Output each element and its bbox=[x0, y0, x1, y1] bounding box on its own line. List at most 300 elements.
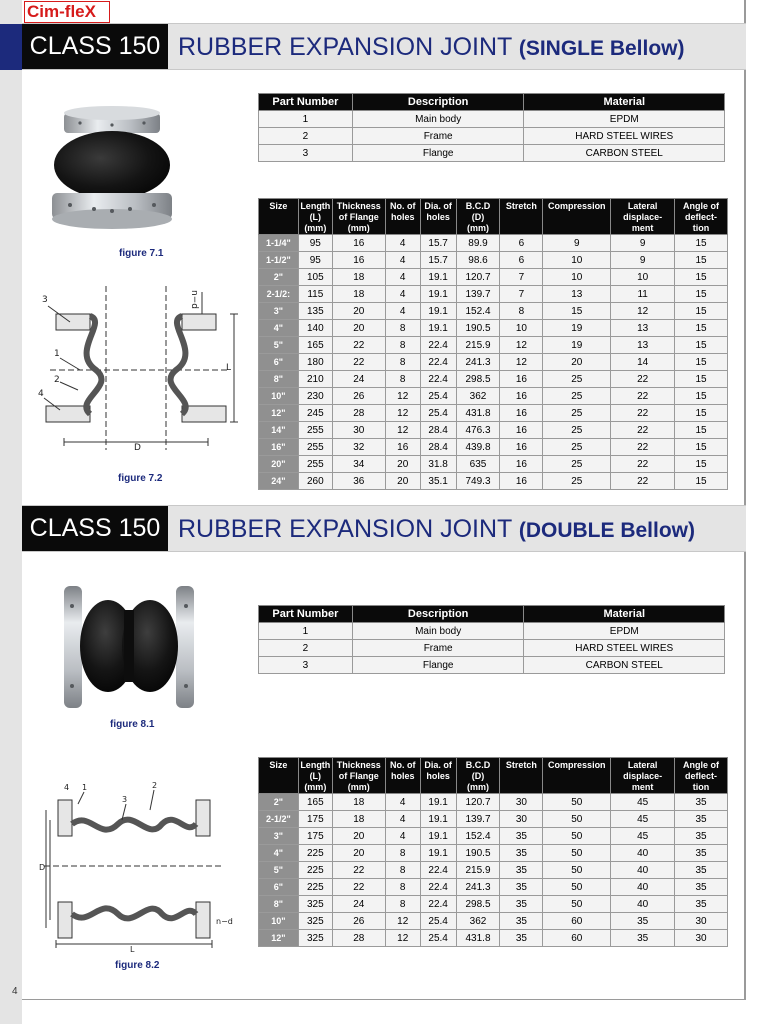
value-cell: 476.3 bbox=[456, 422, 500, 439]
value-cell: 255 bbox=[298, 456, 332, 473]
value-cell: 28.4 bbox=[420, 439, 456, 456]
value-cell: 40 bbox=[611, 896, 675, 913]
cell: 1 bbox=[259, 623, 353, 640]
spec-column-header: No. of holes bbox=[385, 199, 420, 235]
size-cell: 3" bbox=[259, 303, 299, 320]
value-cell: 25 bbox=[543, 371, 611, 388]
table-row bbox=[259, 128, 725, 145]
value-cell: 15 bbox=[675, 320, 728, 337]
size-cell: 2-1/2" bbox=[259, 811, 299, 828]
value-cell: 30 bbox=[500, 811, 543, 828]
value-cell: 135 bbox=[298, 303, 332, 320]
value-cell: 8 bbox=[385, 845, 420, 862]
cell: HARD STEEL WIRES bbox=[524, 640, 725, 657]
size-cell: 1-1/4" bbox=[259, 235, 299, 252]
value-cell: 16 bbox=[500, 405, 543, 422]
value-cell: 165 bbox=[298, 337, 332, 354]
value-cell: 15 bbox=[675, 337, 728, 354]
value-cell: 241.3 bbox=[456, 879, 500, 896]
table-row bbox=[259, 913, 728, 930]
cell: Frame bbox=[352, 128, 524, 145]
value-cell: 225 bbox=[298, 862, 332, 879]
value-cell: 15 bbox=[675, 235, 728, 252]
value-cell: 22.4 bbox=[420, 879, 456, 896]
size-cell: 20" bbox=[259, 456, 299, 473]
value-cell: 175 bbox=[298, 828, 332, 845]
value-cell: 115 bbox=[298, 286, 332, 303]
value-cell: 19.1 bbox=[420, 794, 456, 811]
value-cell: 12 bbox=[611, 303, 675, 320]
drawing-label-length: L bbox=[130, 945, 135, 954]
value-cell: 8 bbox=[385, 320, 420, 337]
cell: 3 bbox=[259, 657, 353, 674]
value-cell: 180 bbox=[298, 354, 332, 371]
value-cell: 165 bbox=[298, 794, 332, 811]
value-cell: 50 bbox=[543, 794, 611, 811]
value-cell: 12 bbox=[385, 422, 420, 439]
size-cell: 8" bbox=[259, 896, 299, 913]
value-cell: 20 bbox=[332, 320, 385, 337]
value-cell: 35 bbox=[500, 862, 543, 879]
value-cell: 35 bbox=[675, 794, 728, 811]
value-cell: 325 bbox=[298, 930, 332, 947]
value-cell: 25 bbox=[543, 439, 611, 456]
value-cell: 22 bbox=[611, 456, 675, 473]
col-part-number: Part Number bbox=[259, 94, 353, 111]
drawing-label-bcd: D bbox=[39, 863, 46, 872]
value-cell: 19 bbox=[543, 320, 611, 337]
value-cell: 20 bbox=[385, 456, 420, 473]
drawing-label-length: L bbox=[226, 363, 232, 373]
cell: CARBON STEEL bbox=[524, 657, 725, 674]
value-cell: 20 bbox=[332, 303, 385, 320]
col-part-number: Part Number bbox=[259, 606, 353, 623]
value-cell: 22.4 bbox=[420, 337, 456, 354]
section-title-double bbox=[22, 505, 746, 552]
value-cell: 25.4 bbox=[420, 930, 456, 947]
size-cell: 12" bbox=[259, 405, 299, 422]
value-cell: 13 bbox=[611, 337, 675, 354]
cell: Flange bbox=[352, 657, 524, 674]
value-cell: 215.9 bbox=[456, 862, 500, 879]
value-cell: 12 bbox=[385, 388, 420, 405]
brand-logo: Cim-fleX bbox=[24, 1, 110, 23]
size-cell: 3" bbox=[259, 828, 299, 845]
parts-table-single bbox=[258, 93, 725, 162]
value-cell: 13 bbox=[611, 320, 675, 337]
value-cell: 190.5 bbox=[456, 845, 500, 862]
spec-column-header: Length (L) (mm) bbox=[298, 758, 332, 794]
value-cell: 22 bbox=[611, 422, 675, 439]
value-cell: 16 bbox=[500, 371, 543, 388]
cell: Main body bbox=[352, 623, 524, 640]
value-cell: 19.1 bbox=[420, 269, 456, 286]
value-cell: 35 bbox=[500, 845, 543, 862]
spec-column-header: No. of holes bbox=[385, 758, 420, 794]
heading-paren-close: ) bbox=[677, 37, 685, 60]
spec-column-header: Stretch bbox=[500, 199, 543, 235]
drawing-callout-1: 1 bbox=[54, 349, 60, 359]
value-cell: 22.4 bbox=[420, 862, 456, 879]
value-cell: 15 bbox=[675, 439, 728, 456]
value-cell: 35 bbox=[500, 896, 543, 913]
figure-caption: figure 8.1 bbox=[110, 719, 155, 730]
value-cell: 35 bbox=[500, 930, 543, 947]
value-cell: 431.8 bbox=[456, 930, 500, 947]
value-cell: 50 bbox=[543, 896, 611, 913]
single-bellow-photo bbox=[50, 105, 174, 233]
value-cell: 35 bbox=[675, 811, 728, 828]
value-cell: 140 bbox=[298, 320, 332, 337]
spec-column-header: Size bbox=[259, 199, 299, 235]
value-cell: 15.7 bbox=[420, 252, 456, 269]
cell: Flange bbox=[352, 145, 524, 162]
value-cell: 749.3 bbox=[456, 473, 500, 490]
value-cell: 255 bbox=[298, 439, 332, 456]
table-row bbox=[259, 657, 725, 674]
table-row bbox=[259, 473, 728, 490]
value-cell: 95 bbox=[298, 252, 332, 269]
value-cell: 4 bbox=[385, 235, 420, 252]
heading-text: RUBBER EXPANSION JOINT bbox=[178, 33, 512, 61]
value-cell: 15 bbox=[675, 371, 728, 388]
cell: EPDM bbox=[524, 111, 725, 128]
value-cell: 139.7 bbox=[456, 811, 500, 828]
heading-variant: SINGLE Bellow bbox=[525, 37, 678, 60]
value-cell: 19 bbox=[543, 337, 611, 354]
table-row bbox=[259, 354, 728, 371]
drawing-label-holes: n−d bbox=[216, 917, 233, 926]
value-cell: 35 bbox=[675, 845, 728, 862]
cell: 3 bbox=[259, 145, 353, 162]
table-row bbox=[259, 405, 728, 422]
value-cell: 28 bbox=[332, 930, 385, 947]
table-row bbox=[259, 879, 728, 896]
value-cell: 35 bbox=[675, 862, 728, 879]
value-cell: 19.1 bbox=[420, 286, 456, 303]
spec-column-header: Lateral displace- ment bbox=[611, 199, 675, 235]
table-row bbox=[259, 439, 728, 456]
value-cell: 24 bbox=[332, 896, 385, 913]
value-cell: 20 bbox=[385, 473, 420, 490]
class-label: CLASS 150 bbox=[22, 506, 168, 551]
value-cell: 35 bbox=[675, 879, 728, 896]
value-cell: 255 bbox=[298, 422, 332, 439]
value-cell: 35 bbox=[675, 828, 728, 845]
heading-paren-open: ( bbox=[518, 37, 526, 60]
table-row bbox=[259, 811, 728, 828]
value-cell: 4 bbox=[385, 286, 420, 303]
parts-header-row bbox=[259, 606, 725, 623]
spec-column-header: Angle of deflect- tion bbox=[675, 758, 728, 794]
value-cell: 25 bbox=[543, 456, 611, 473]
spec-header-row bbox=[259, 199, 728, 235]
drawing-callout-4: 4 bbox=[64, 783, 70, 792]
left-margin-band bbox=[0, 0, 22, 1024]
page-number: 4 bbox=[12, 986, 18, 997]
value-cell: 4 bbox=[385, 303, 420, 320]
spec-column-header: Compression bbox=[543, 758, 611, 794]
value-cell: 25 bbox=[543, 388, 611, 405]
value-cell: 40 bbox=[611, 879, 675, 896]
spec-column-header: Length (L) (mm) bbox=[298, 199, 332, 235]
value-cell: 25.4 bbox=[420, 388, 456, 405]
drawing-callout-1: 1 bbox=[82, 783, 88, 792]
value-cell: 22 bbox=[611, 371, 675, 388]
cell: 2 bbox=[259, 128, 353, 145]
size-cell: 10" bbox=[259, 913, 299, 930]
value-cell: 45 bbox=[611, 828, 675, 845]
figure-caption: figure 8.2 bbox=[115, 960, 160, 971]
value-cell: 50 bbox=[543, 862, 611, 879]
value-cell: 22 bbox=[611, 405, 675, 422]
value-cell: 35 bbox=[675, 896, 728, 913]
value-cell: 19.1 bbox=[420, 845, 456, 862]
value-cell: 8 bbox=[385, 371, 420, 388]
value-cell: 25.4 bbox=[420, 913, 456, 930]
value-cell: 50 bbox=[543, 811, 611, 828]
value-cell: 25 bbox=[543, 473, 611, 490]
value-cell: 19.1 bbox=[420, 303, 456, 320]
cell: 1 bbox=[259, 111, 353, 128]
table-row bbox=[259, 828, 728, 845]
figure-caption: figure 7.1 bbox=[119, 248, 164, 259]
value-cell: 8 bbox=[385, 337, 420, 354]
size-cell: 5" bbox=[259, 862, 299, 879]
value-cell: 89.9 bbox=[456, 235, 500, 252]
value-cell: 12 bbox=[385, 913, 420, 930]
value-cell: 298.5 bbox=[456, 371, 500, 388]
table-row bbox=[259, 623, 725, 640]
size-cell: 4" bbox=[259, 845, 299, 862]
section-heading bbox=[178, 24, 685, 69]
value-cell: 45 bbox=[611, 811, 675, 828]
value-cell: 16 bbox=[500, 388, 543, 405]
value-cell: 15.7 bbox=[420, 235, 456, 252]
size-cell: 24" bbox=[259, 473, 299, 490]
value-cell: 12 bbox=[385, 405, 420, 422]
cell: HARD STEEL WIRES bbox=[524, 128, 725, 145]
value-cell: 11 bbox=[611, 286, 675, 303]
value-cell: 22 bbox=[332, 862, 385, 879]
value-cell: 50 bbox=[543, 828, 611, 845]
size-cell: 12" bbox=[259, 930, 299, 947]
table-row bbox=[259, 145, 725, 162]
value-cell: 15 bbox=[675, 422, 728, 439]
table-row bbox=[259, 320, 728, 337]
value-cell: 13 bbox=[543, 286, 611, 303]
spec-column-header: Dia. of holes bbox=[420, 758, 456, 794]
value-cell: 35 bbox=[611, 930, 675, 947]
value-cell: 19.1 bbox=[420, 811, 456, 828]
cell: Frame bbox=[352, 640, 524, 657]
value-cell: 175 bbox=[298, 811, 332, 828]
value-cell: 10 bbox=[611, 269, 675, 286]
heading-paren-close: ) bbox=[688, 519, 696, 542]
value-cell: 8 bbox=[385, 879, 420, 896]
value-cell: 50 bbox=[543, 879, 611, 896]
value-cell: 4 bbox=[385, 252, 420, 269]
table-row bbox=[259, 371, 728, 388]
value-cell: 4 bbox=[385, 269, 420, 286]
drawing-callout-3: 3 bbox=[122, 795, 128, 804]
value-cell: 7 bbox=[500, 286, 543, 303]
table-row bbox=[259, 845, 728, 862]
table-row bbox=[259, 422, 728, 439]
value-cell: 225 bbox=[298, 845, 332, 862]
size-cell: 5" bbox=[259, 337, 299, 354]
value-cell: 15 bbox=[543, 303, 611, 320]
class-label: CLASS 150 bbox=[22, 24, 168, 69]
value-cell: 210 bbox=[298, 371, 332, 388]
figure-caption: figure 7.2 bbox=[118, 473, 163, 484]
value-cell: 12 bbox=[500, 337, 543, 354]
col-material: Material bbox=[524, 606, 725, 623]
spec-column-header: Thickness of Flange (mm) bbox=[332, 758, 385, 794]
size-cell: 2-1/2: bbox=[259, 286, 299, 303]
table-row bbox=[259, 252, 728, 269]
value-cell: 24 bbox=[332, 371, 385, 388]
value-cell: 15 bbox=[675, 269, 728, 286]
value-cell: 325 bbox=[298, 896, 332, 913]
parts-table-double bbox=[258, 605, 725, 674]
value-cell: 10 bbox=[543, 252, 611, 269]
size-cell: 8" bbox=[259, 371, 299, 388]
value-cell: 16 bbox=[385, 439, 420, 456]
value-cell: 19.1 bbox=[420, 320, 456, 337]
value-cell: 22 bbox=[332, 354, 385, 371]
value-cell: 16 bbox=[500, 439, 543, 456]
double-bellow-photo bbox=[62, 580, 196, 714]
value-cell: 298.5 bbox=[456, 896, 500, 913]
value-cell: 325 bbox=[298, 913, 332, 930]
value-cell: 190.5 bbox=[456, 320, 500, 337]
value-cell: 60 bbox=[543, 930, 611, 947]
value-cell: 40 bbox=[611, 845, 675, 862]
value-cell: 31.8 bbox=[420, 456, 456, 473]
value-cell: 18 bbox=[332, 286, 385, 303]
drawing-label-holes: n−d bbox=[189, 290, 199, 309]
table-row bbox=[259, 269, 728, 286]
spec-column-header: Size bbox=[259, 758, 299, 794]
value-cell: 12 bbox=[385, 930, 420, 947]
value-cell: 18 bbox=[332, 269, 385, 286]
value-cell: 40 bbox=[611, 862, 675, 879]
value-cell: 152.4 bbox=[456, 828, 500, 845]
value-cell: 225 bbox=[298, 879, 332, 896]
heading-text: RUBBER EXPANSION JOINT bbox=[178, 515, 512, 543]
value-cell: 15 bbox=[675, 388, 728, 405]
drawing-label-bcd: D bbox=[134, 443, 141, 453]
value-cell: 7 bbox=[500, 269, 543, 286]
spec-table-double bbox=[258, 757, 728, 947]
value-cell: 18 bbox=[332, 811, 385, 828]
value-cell: 14 bbox=[611, 354, 675, 371]
section-tab bbox=[0, 24, 22, 70]
value-cell: 35.1 bbox=[420, 473, 456, 490]
spec-column-header: Angle of deflect- tion bbox=[675, 199, 728, 235]
value-cell: 35 bbox=[500, 913, 543, 930]
cell: EPDM bbox=[524, 623, 725, 640]
table-row bbox=[259, 930, 728, 947]
heading-paren-open: ( bbox=[518, 519, 526, 542]
value-cell: 28.4 bbox=[420, 422, 456, 439]
value-cell: 362 bbox=[456, 388, 500, 405]
value-cell: 35 bbox=[500, 879, 543, 896]
value-cell: 22 bbox=[332, 337, 385, 354]
value-cell: 60 bbox=[543, 913, 611, 930]
value-cell: 431.8 bbox=[456, 405, 500, 422]
table-row bbox=[259, 235, 728, 252]
value-cell: 15 bbox=[675, 286, 728, 303]
value-cell: 28 bbox=[332, 405, 385, 422]
value-cell: 241.3 bbox=[456, 354, 500, 371]
value-cell: 15 bbox=[675, 252, 728, 269]
drawing-callout-3: 3 bbox=[42, 295, 48, 305]
value-cell: 16 bbox=[332, 252, 385, 269]
value-cell: 9 bbox=[543, 235, 611, 252]
value-cell: 34 bbox=[332, 456, 385, 473]
value-cell: 32 bbox=[332, 439, 385, 456]
single-bellow-drawing bbox=[30, 278, 242, 470]
section-title-single bbox=[22, 23, 746, 70]
table-row bbox=[259, 111, 725, 128]
value-cell: 8 bbox=[385, 862, 420, 879]
value-cell: 20 bbox=[332, 845, 385, 862]
value-cell: 30 bbox=[500, 794, 543, 811]
col-material: Material bbox=[524, 94, 725, 111]
table-row bbox=[259, 794, 728, 811]
value-cell: 22 bbox=[332, 879, 385, 896]
value-cell: 260 bbox=[298, 473, 332, 490]
value-cell: 6 bbox=[500, 252, 543, 269]
table-row bbox=[259, 456, 728, 473]
value-cell: 20 bbox=[543, 354, 611, 371]
value-cell: 22.4 bbox=[420, 896, 456, 913]
value-cell: 19.1 bbox=[420, 828, 456, 845]
value-cell: 120.7 bbox=[456, 794, 500, 811]
value-cell: 215.9 bbox=[456, 337, 500, 354]
value-cell: 16 bbox=[500, 422, 543, 439]
value-cell: 8 bbox=[385, 896, 420, 913]
value-cell: 16 bbox=[332, 235, 385, 252]
value-cell: 16 bbox=[500, 473, 543, 490]
value-cell: 15 bbox=[675, 405, 728, 422]
size-cell: 1-1/2" bbox=[259, 252, 299, 269]
spec-header-row bbox=[259, 758, 728, 794]
table-row bbox=[259, 640, 725, 657]
value-cell: 22.4 bbox=[420, 354, 456, 371]
value-cell: 9 bbox=[611, 252, 675, 269]
spec-column-header: Dia. of holes bbox=[420, 199, 456, 235]
value-cell: 15 bbox=[675, 473, 728, 490]
value-cell: 50 bbox=[543, 845, 611, 862]
value-cell: 26 bbox=[332, 388, 385, 405]
value-cell: 6 bbox=[500, 235, 543, 252]
table-row bbox=[259, 896, 728, 913]
spec-column-header: Stretch bbox=[500, 758, 543, 794]
value-cell: 22 bbox=[611, 388, 675, 405]
value-cell: 15 bbox=[675, 456, 728, 473]
value-cell: 36 bbox=[332, 473, 385, 490]
value-cell: 152.4 bbox=[456, 303, 500, 320]
value-cell: 30 bbox=[675, 930, 728, 947]
value-cell: 105 bbox=[298, 269, 332, 286]
size-cell: 6" bbox=[259, 879, 299, 896]
value-cell: 439.8 bbox=[456, 439, 500, 456]
size-cell: 14" bbox=[259, 422, 299, 439]
size-cell: 16" bbox=[259, 439, 299, 456]
